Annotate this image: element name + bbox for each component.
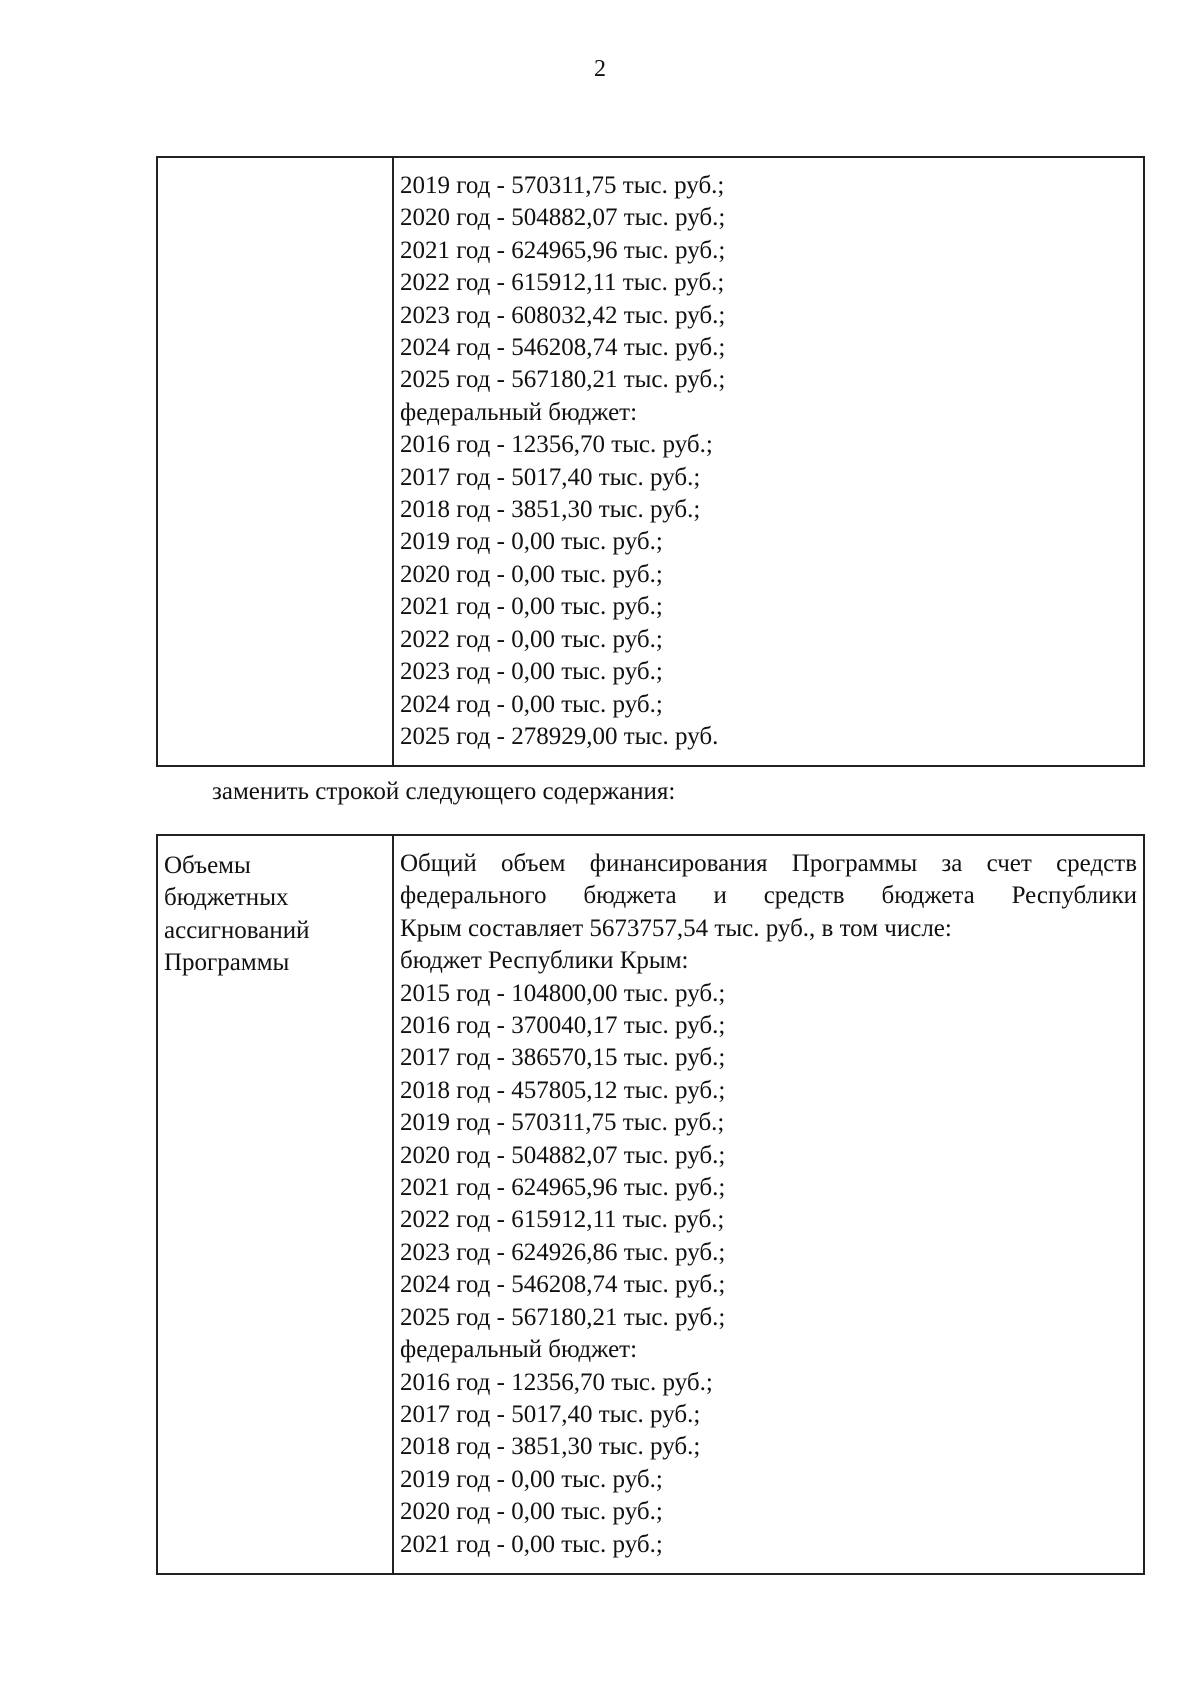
value-line: 2025 год - 278929,00 тыс. руб. bbox=[400, 722, 719, 750]
table-row bbox=[157, 157, 1144, 766]
instruction-text: заменить строкой следующего содержания: bbox=[212, 778, 676, 805]
value-line: 2016 год - 370040,17 тыс. руб.; bbox=[400, 1012, 726, 1040]
value-line: 2025 год - 567180,21 тыс. руб.; bbox=[400, 1303, 726, 1331]
value-line: федеральный бюджет: bbox=[400, 1336, 638, 1364]
value-line: 2020 год - 0,00 тыс. руб.; bbox=[400, 1498, 663, 1526]
value-line: 2016 год - 12356,70 тыс. руб.; bbox=[400, 1368, 713, 1396]
value-line: бюджет Республики Крым: bbox=[400, 947, 689, 975]
value-line: 2017 год - 386570,15 тыс. руб.; bbox=[400, 1044, 726, 1072]
value-line: 2020 год - 0,00 тыс. руб.; bbox=[400, 560, 663, 588]
value-line: 2017 год - 5017,40 тыс. руб.; bbox=[400, 463, 701, 491]
value-line: 2023 год - 624926,86 тыс. руб.; bbox=[400, 1238, 726, 1266]
table-cell-heading bbox=[157, 835, 393, 1574]
value-line: федеральный бюджет: bbox=[400, 398, 638, 426]
values-list bbox=[400, 170, 1137, 753]
value-line: 2017 год - 5017,40 тыс. руб.; bbox=[400, 1400, 701, 1428]
page-number: 2 bbox=[594, 56, 606, 82]
heading-line: ассигнований bbox=[164, 916, 310, 944]
heading-line: Объемы bbox=[164, 852, 251, 879]
value-line: 2023 год - 0,00 тыс. руб.; bbox=[400, 658, 663, 686]
value-line: 2021 год - 624965,96 тыс. руб.; bbox=[400, 1174, 726, 1202]
intro-line: Общий объем финансирования Программы за счет средств bbox=[400, 850, 1137, 877]
value-line: 2018 год - 3851,30 тыс. руб.; bbox=[400, 1433, 701, 1461]
value-line: 2022 год - 0,00 тыс. руб.; bbox=[400, 625, 663, 653]
value-line: 2025 год - 567180,21 тыс. руб.; bbox=[400, 366, 726, 394]
value-line: 2021 год - 0,00 тыс. руб.; bbox=[400, 1530, 663, 1558]
budget-table-new bbox=[156, 834, 1145, 1575]
value-line: 2024 год - 0,00 тыс. руб.; bbox=[400, 690, 663, 718]
budget-table-old bbox=[156, 156, 1145, 767]
value-line: 2024 год - 546208,74 тыс. руб.; bbox=[400, 1271, 726, 1299]
value-line: 2019 год - 570311,75 тыс. руб.; bbox=[400, 1109, 725, 1137]
value-line: 2019 год - 570311,75 тыс. руб.; bbox=[400, 172, 725, 199]
values-list bbox=[400, 945, 1137, 1561]
value-line: 2021 год - 624965,96 тыс. руб.; bbox=[400, 236, 726, 264]
value-line: 2021 год - 0,00 тыс. руб.; bbox=[400, 593, 663, 621]
heading-line: бюджетных bbox=[164, 884, 289, 912]
value-line: 2020 год - 504882,07 тыс. руб.; bbox=[400, 204, 726, 232]
value-line: 2020 год - 504882,07 тыс. руб.; bbox=[400, 1141, 726, 1169]
heading-line: Программы bbox=[164, 949, 290, 977]
table-cell-values bbox=[393, 835, 1144, 1574]
value-line: 2019 год - 0,00 тыс. руб.; bbox=[400, 1465, 663, 1493]
value-line: 2024 год - 546208,74 тыс. руб.; bbox=[400, 334, 726, 362]
intro-line: Крым составляет 5673757,54 тыс. руб., в том числе: bbox=[400, 914, 952, 942]
value-line: 2022 год - 615912,11 тыс. руб.; bbox=[400, 269, 725, 297]
value-line: 2022 год - 615912,11 тыс. руб.; bbox=[400, 1206, 725, 1234]
table-row bbox=[157, 835, 1144, 1574]
intro-line: федерального бюджета и средств бюджета Республики bbox=[400, 882, 1137, 910]
value-line: 2023 год - 608032,42 тыс. руб.; bbox=[400, 301, 726, 329]
value-line: 2018 год - 3851,30 тыс. руб.; bbox=[400, 496, 701, 524]
table-cell-empty bbox=[157, 157, 393, 766]
value-line: 2018 год - 457805,12 тыс. руб.; bbox=[400, 1076, 726, 1104]
table-cell-values bbox=[393, 157, 1144, 766]
value-line: 2019 год - 0,00 тыс. руб.; bbox=[400, 528, 663, 556]
value-line: 2016 год - 12356,70 тыс. руб.; bbox=[400, 431, 713, 459]
value-line: 2015 год - 104800,00 тыс. руб.; bbox=[400, 979, 726, 1007]
